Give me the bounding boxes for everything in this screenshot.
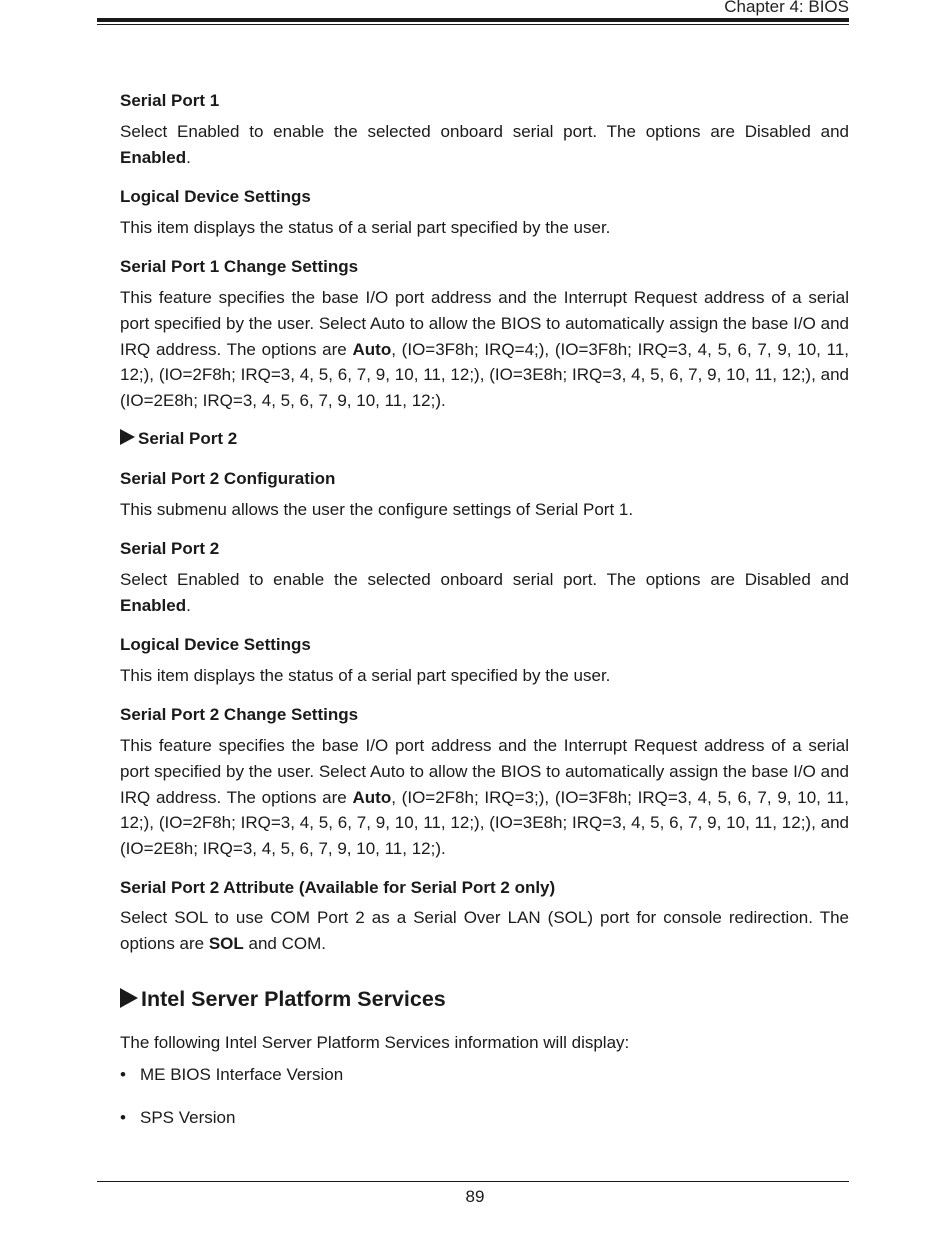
paragraph-intel-server-platform-services: The following Intel Server Platform Services information will display: <box>120 1033 630 1052</box>
paragraph-serial-port-1-change-settings: This feature specifies the base I/O port address and the Interrupt Request address of a serial port specified by the user. Select Auto to allow the BIOS to automatically assign the base I/O and IRQ address. The options are Auto, (IO=3F8h; IRQ=4;), (IO=3F8h; IRQ=3, 4, 5, 6, 7, 9, 10, 11, 12;), (IO=2F8h; IRQ=3, 4, 5, 6, 7, 9, 10, 11, 12;), (IO=3E8h; IRQ=3, 4, 5, 6, 7, 9, 10, 11, 12;), and (IO=2E8h; IRQ=3, 4, 5, 6, 7, 9, 10, 11, 12;). <box>120 288 850 411</box>
triangle-arrow-icon <box>120 988 138 1008</box>
heading-serial-port-2-configuration: Serial Port 2 Configuration <box>120 469 336 488</box>
list-item: • ME BIOS Interface Version <box>120 1065 344 1084</box>
heading-serial-port-2: Serial Port 2 <box>120 539 220 558</box>
list-item: • SPS Version <box>120 1108 236 1127</box>
header-rule <box>97 18 849 22</box>
paragraph-serial-port-2-change-settings: This feature specifies the base I/O port address and the Interrupt Request address of a serial port specified by the user. Select Auto to allow the BIOS to automatically assign the base I/O and IRQ address. The options are Auto, (IO=2F8h; IRQ=3;), (IO=3F8h; IRQ=3, 4, 5, 6, 7, 9, 10, 11, 12;), (IO=2F8h; IRQ=3, 4, 5, 6, 7, 9, 10, 11, 12;), (IO=3E8h; IRQ=3, 4, 5, 6, 7, 9, 10, 11, 12;), and (IO=2E8h; IRQ=3, 4, 5, 6, 7, 9, 10, 11, 12;). <box>120 736 850 859</box>
paragraph-serial-port-2-attribute: Select SOL to use COM Port 2 as a Serial Over LAN (SOL) port for console redirection. The options are SOL and COM. <box>120 908 849 953</box>
heading-logical-device-settings-1: Logical Device Settings <box>120 187 311 206</box>
paragraph-serial-port-2-configuration: This submenu allows the user the configure settings of Serial Port 1. <box>120 500 634 519</box>
heading-serial-port-1: Serial Port 1 <box>120 91 220 110</box>
paragraph-serial-port-1: Select Enabled to enable the selected onboard serial port. The options are Disabled and Enabled. <box>120 122 849 167</box>
heading-intel-server-platform-services: Intel Server Platform Services <box>120 986 849 1012</box>
header-rule-thin <box>97 24 849 25</box>
heading-logical-device-settings-2: Logical Device Settings <box>120 635 311 654</box>
paragraph-logical-device-settings-1: This item displays the status of a serial part specified by the user. <box>120 218 611 237</box>
triangle-arrow-icon <box>120 429 135 445</box>
heading-serial-port-1-change-settings: Serial Port 1 Change Settings <box>120 257 359 276</box>
paragraph-serial-port-2: Select Enabled to enable the selected onboard serial port. The options are Disabled and Enabled. <box>120 570 849 615</box>
footer-rule <box>97 1181 849 1182</box>
page-number: 89 <box>465 1187 485 1206</box>
paragraph-logical-device-settings-2: This item displays the status of a serial part specified by the user. <box>120 666 611 685</box>
heading-serial-port-2-attribute: Serial Port 2 Attribute (Available for Serial Port 2 only) <box>120 878 556 897</box>
chapter-title: Chapter 4: BIOS <box>724 0 849 16</box>
heading-serial-port-2-submenu: Serial Port 2 <box>120 429 849 449</box>
heading-serial-port-2-change-settings: Serial Port 2 Change Settings <box>120 705 359 724</box>
bullet-icon: • <box>120 1108 126 1127</box>
bullet-icon: • <box>120 1065 126 1084</box>
